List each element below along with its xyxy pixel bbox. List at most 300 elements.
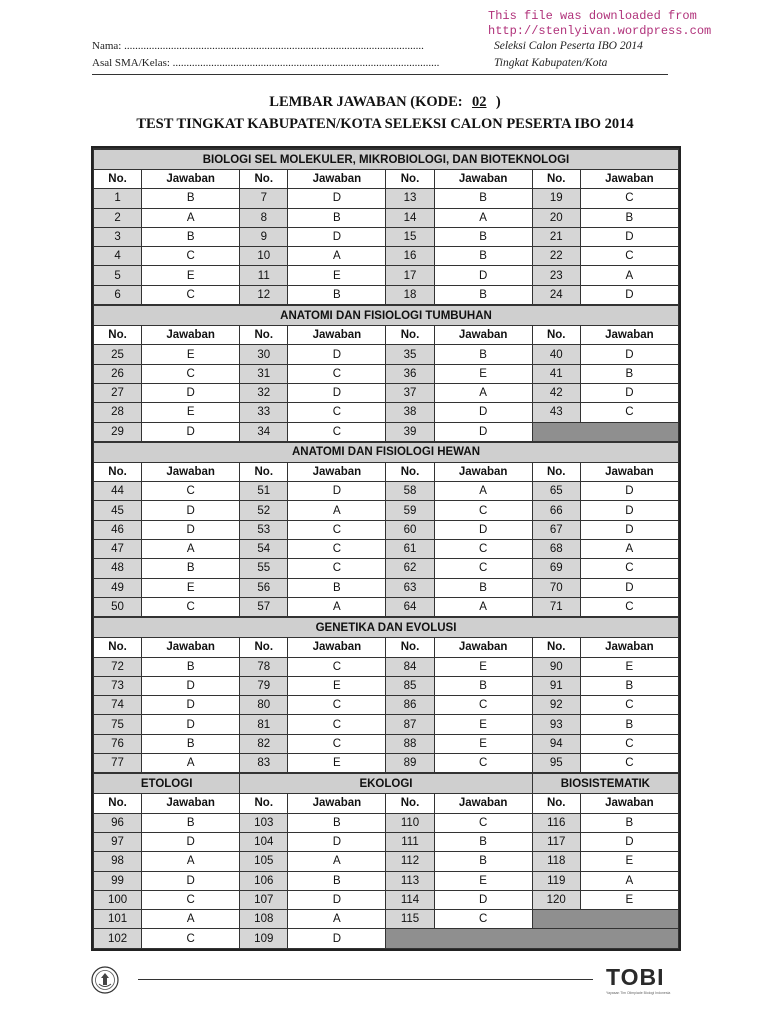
answer-value: B <box>142 227 240 246</box>
answer-value: B <box>142 734 240 753</box>
answer-value: C <box>580 403 678 422</box>
answer-value: B <box>288 285 386 305</box>
question-number: 42 <box>532 383 580 402</box>
exam-level: Tingkat Kabupaten/Kota <box>494 57 608 69</box>
section-header-row <box>94 305 679 326</box>
question-number: 30 <box>240 345 288 364</box>
answer-value: B <box>434 345 532 364</box>
answer-value: A <box>142 910 240 929</box>
question-number: 52 <box>240 501 288 520</box>
answer-value: D <box>434 403 532 422</box>
answer-row <box>94 345 679 364</box>
answer-value: D <box>142 520 240 539</box>
answer-value: B <box>288 871 386 890</box>
answer-value: E <box>580 657 678 676</box>
answer-value: D <box>580 383 678 402</box>
section-title: BIOLOGI SEL MOLEKULER, MIKROBIOLOGI, DAN BIOTEKNOLOGI <box>94 149 679 170</box>
answer-value: A <box>580 871 678 890</box>
column-header-jawaban: Jawaban <box>288 794 386 813</box>
answer-row <box>94 813 679 832</box>
answer-row <box>94 227 679 246</box>
question-number: 101 <box>94 910 142 929</box>
section-header-row <box>94 617 679 638</box>
question-number: 69 <box>532 559 580 578</box>
answer-value: B <box>142 559 240 578</box>
question-number: 118 <box>532 852 580 871</box>
answer-value: E <box>580 890 678 909</box>
answer-value: D <box>580 832 678 851</box>
question-number: 23 <box>532 266 580 285</box>
column-header-no: No. <box>532 638 580 657</box>
answer-row <box>94 403 679 422</box>
column-header-jawaban: Jawaban <box>434 794 532 813</box>
footer-divider <box>138 979 593 980</box>
column-header-no: No. <box>532 462 580 481</box>
column-header-jawaban: Jawaban <box>288 326 386 345</box>
question-number: 45 <box>94 501 142 520</box>
question-number: 113 <box>386 871 434 890</box>
answer-row <box>94 696 679 715</box>
answer-value: C <box>288 540 386 559</box>
answer-row <box>94 520 679 539</box>
question-number: 51 <box>240 482 288 501</box>
answer-value: B <box>288 813 386 832</box>
answer-value: C <box>142 364 240 383</box>
answer-value: D <box>288 890 386 909</box>
question-number: 40 <box>532 345 580 364</box>
answer-value: C <box>580 247 678 266</box>
answer-value: E <box>288 266 386 285</box>
answer-value: D <box>142 871 240 890</box>
column-header-jawaban: Jawaban <box>288 638 386 657</box>
question-number: 116 <box>532 813 580 832</box>
section-title: ANATOMI DAN FISIOLOGI TUMBUHAN <box>94 305 679 326</box>
answer-value: D <box>288 383 386 402</box>
question-number: 72 <box>94 657 142 676</box>
answer-value: A <box>434 482 532 501</box>
answer-value: D <box>142 501 240 520</box>
question-number: 18 <box>386 285 434 305</box>
question-number: 60 <box>386 520 434 539</box>
answer-row <box>94 422 679 442</box>
question-number: 80 <box>240 696 288 715</box>
column-header-no: No. <box>386 462 434 481</box>
answer-value: A <box>142 208 240 227</box>
section-title: GENETIKA DAN EVOLUSI <box>94 617 679 638</box>
answer-value: C <box>288 364 386 383</box>
question-number: 65 <box>532 482 580 501</box>
kode-value: 02 <box>472 94 487 110</box>
answer-value: B <box>142 813 240 832</box>
question-number: 94 <box>532 734 580 753</box>
answer-value: D <box>580 578 678 597</box>
answer-row <box>94 501 679 520</box>
column-header-no: No. <box>532 170 580 189</box>
question-number: 6 <box>94 285 142 305</box>
section-title: ETOLOGI <box>94 773 240 794</box>
question-number: 106 <box>240 871 288 890</box>
question-number: 20 <box>532 208 580 227</box>
column-header-no: No. <box>94 326 142 345</box>
question-number: 34 <box>240 422 288 442</box>
answer-value: C <box>288 715 386 734</box>
answer-value: A <box>142 754 240 774</box>
answer-value: D <box>580 285 678 305</box>
question-number: 25 <box>94 345 142 364</box>
question-number: 2 <box>94 208 142 227</box>
question-number: 71 <box>532 597 580 617</box>
answer-value: C <box>288 559 386 578</box>
answer-value: D <box>288 227 386 246</box>
answer-value: D <box>288 832 386 851</box>
answer-value: B <box>434 676 532 695</box>
question-number: 3 <box>94 227 142 246</box>
question-number: 75 <box>94 715 142 734</box>
answer-value: A <box>434 383 532 402</box>
question-number: 64 <box>386 597 434 617</box>
column-header-row <box>94 794 679 813</box>
question-number: 59 <box>386 501 434 520</box>
question-number: 95 <box>532 754 580 774</box>
answer-value: E <box>142 403 240 422</box>
answer-row <box>94 832 679 851</box>
question-number: 100 <box>94 890 142 909</box>
column-header-jawaban: Jawaban <box>580 462 678 481</box>
section-title: EKOLOGI <box>240 773 532 794</box>
answer-value: D <box>434 890 532 909</box>
column-header-no: No. <box>240 462 288 481</box>
column-header-no: No. <box>532 326 580 345</box>
question-number: 119 <box>532 871 580 890</box>
answer-value: C <box>142 247 240 266</box>
exam-info <box>494 38 643 72</box>
title-prefix: LEMBAR JAWABAN (KODE: <box>269 94 467 110</box>
section-header-row <box>94 773 679 794</box>
answer-value: B <box>434 247 532 266</box>
question-number: 53 <box>240 520 288 539</box>
answer-value: A <box>580 266 678 285</box>
question-number: 37 <box>386 383 434 402</box>
page-subtitle: TEST TINGKAT KABUPATEN/KOTA SELEKSI CALON PESERTA IBO 2014 <box>136 116 634 132</box>
column-header-jawaban: Jawaban <box>434 326 532 345</box>
answer-value: B <box>580 813 678 832</box>
answer-row <box>94 910 679 929</box>
question-number: 1 <box>94 189 142 208</box>
answer-row <box>94 247 679 266</box>
answer-value: B <box>580 676 678 695</box>
question-number: 66 <box>532 501 580 520</box>
answer-table <box>93 148 679 949</box>
question-number: 99 <box>94 871 142 890</box>
answer-value: B <box>580 715 678 734</box>
answer-value: B <box>142 657 240 676</box>
answer-value: C <box>142 929 240 948</box>
answer-value: D <box>434 520 532 539</box>
answer-value: D <box>288 929 386 948</box>
column-header-jawaban: Jawaban <box>142 326 240 345</box>
question-number: 68 <box>532 540 580 559</box>
question-number: 31 <box>240 364 288 383</box>
answer-row <box>94 871 679 890</box>
question-number: 79 <box>240 676 288 695</box>
answer-value: C <box>434 813 532 832</box>
answer-value: D <box>288 189 386 208</box>
question-number: 120 <box>532 890 580 909</box>
answer-value: B <box>434 578 532 597</box>
question-number: 81 <box>240 715 288 734</box>
answer-value: C <box>580 734 678 753</box>
answer-value: D <box>434 266 532 285</box>
question-number: 9 <box>240 227 288 246</box>
answer-value: E <box>142 578 240 597</box>
tobi-logo <box>606 964 670 995</box>
question-number: 104 <box>240 832 288 851</box>
answer-value: B <box>580 208 678 227</box>
question-number: 90 <box>532 657 580 676</box>
question-number: 5 <box>94 266 142 285</box>
question-number: 44 <box>94 482 142 501</box>
answer-value: D <box>434 422 532 442</box>
answer-value: A <box>434 208 532 227</box>
question-number: 49 <box>94 578 142 597</box>
column-header-no: No. <box>386 326 434 345</box>
question-number: 16 <box>386 247 434 266</box>
answer-value: B <box>288 578 386 597</box>
question-number: 50 <box>94 597 142 617</box>
question-number: 13 <box>386 189 434 208</box>
answer-value: C <box>288 403 386 422</box>
answer-value: D <box>580 482 678 501</box>
column-header-no: No. <box>94 638 142 657</box>
question-number: 56 <box>240 578 288 597</box>
answer-value: D <box>580 227 678 246</box>
question-number: 105 <box>240 852 288 871</box>
question-number: 111 <box>386 832 434 851</box>
column-header-jawaban: Jawaban <box>580 326 678 345</box>
answer-value: A <box>288 597 386 617</box>
question-number: 96 <box>94 813 142 832</box>
answer-value: C <box>142 482 240 501</box>
column-header-no: No. <box>94 170 142 189</box>
answer-value: D <box>580 345 678 364</box>
question-number: 46 <box>94 520 142 539</box>
answer-value: E <box>580 852 678 871</box>
column-header-no: No. <box>94 462 142 481</box>
question-number: 115 <box>386 910 434 929</box>
answer-row <box>94 657 679 676</box>
answer-row <box>94 189 679 208</box>
question-number: 11 <box>240 266 288 285</box>
answer-value: A <box>142 540 240 559</box>
question-number: 12 <box>240 285 288 305</box>
header-divider <box>92 74 668 75</box>
question-number: 36 <box>386 364 434 383</box>
answer-value: C <box>434 501 532 520</box>
answer-value: D <box>580 501 678 520</box>
question-number: 89 <box>386 754 434 774</box>
question-number: 85 <box>386 676 434 695</box>
question-number: 97 <box>94 832 142 851</box>
answer-row <box>94 364 679 383</box>
answer-row <box>94 540 679 559</box>
question-number: 29 <box>94 422 142 442</box>
answer-value: E <box>434 871 532 890</box>
answer-row <box>94 208 679 227</box>
question-number: 84 <box>386 657 434 676</box>
answer-row <box>94 266 679 285</box>
answer-row <box>94 852 679 871</box>
question-number: 28 <box>94 403 142 422</box>
column-header-row <box>94 462 679 481</box>
question-number: 17 <box>386 266 434 285</box>
column-header-jawaban: Jawaban <box>434 170 532 189</box>
column-header-jawaban: Jawaban <box>142 462 240 481</box>
asal-sma-kelas-field: Asal SMA/Kelas: ................................................................................................. <box>92 57 440 69</box>
download-watermark <box>488 9 748 39</box>
question-number: 27 <box>94 383 142 402</box>
answer-row <box>94 597 679 617</box>
answer-value: C <box>434 754 532 774</box>
answer-row <box>94 754 679 774</box>
question-number: 102 <box>94 929 142 948</box>
answer-value: C <box>580 754 678 774</box>
question-number: 38 <box>386 403 434 422</box>
answer-value: B <box>434 285 532 305</box>
answer-value: E <box>434 715 532 734</box>
question-number: 32 <box>240 383 288 402</box>
question-number: 15 <box>386 227 434 246</box>
column-header-jawaban: Jawaban <box>142 638 240 657</box>
answer-value: E <box>142 266 240 285</box>
question-number: 39 <box>386 422 434 442</box>
answer-value: D <box>142 422 240 442</box>
section-header-row <box>94 149 679 170</box>
column-header-no: No. <box>240 794 288 813</box>
question-number: 83 <box>240 754 288 774</box>
answer-value: E <box>288 754 386 774</box>
question-number: 108 <box>240 910 288 929</box>
answer-row <box>94 578 679 597</box>
answer-value: D <box>142 696 240 715</box>
section-title: BIOSISTEMATIK <box>532 773 678 794</box>
answer-value: D <box>288 482 386 501</box>
question-number: 14 <box>386 208 434 227</box>
answer-row <box>94 734 679 753</box>
answer-value: C <box>288 520 386 539</box>
column-header-no: No. <box>532 794 580 813</box>
answer-value: B <box>142 189 240 208</box>
title-suffix: ) <box>492 94 501 110</box>
question-number: 63 <box>386 578 434 597</box>
question-number: 110 <box>386 813 434 832</box>
answer-value: C <box>434 540 532 559</box>
exam-name: Seleksi Calon Peserta IBO 2014 <box>494 40 643 52</box>
answer-value: A <box>142 852 240 871</box>
answer-value: B <box>434 227 532 246</box>
answer-value: D <box>142 832 240 851</box>
column-header-no: No. <box>386 638 434 657</box>
question-number: 92 <box>532 696 580 715</box>
question-number: 117 <box>532 832 580 851</box>
column-header-jawaban: Jawaban <box>434 638 532 657</box>
answer-value: B <box>288 208 386 227</box>
answer-value: C <box>580 559 678 578</box>
question-number: 26 <box>94 364 142 383</box>
answer-value: C <box>434 910 532 929</box>
question-number: 41 <box>532 364 580 383</box>
question-number: 7 <box>240 189 288 208</box>
answer-value: C <box>434 559 532 578</box>
answer-sheet <box>91 146 681 951</box>
answer-row <box>94 285 679 305</box>
question-number: 109 <box>240 929 288 948</box>
institution-seal-logo <box>90 965 120 995</box>
question-number: 76 <box>94 734 142 753</box>
answer-row <box>94 676 679 695</box>
question-number: 33 <box>240 403 288 422</box>
answer-value: D <box>580 520 678 539</box>
answer-value: B <box>434 832 532 851</box>
answer-value: C <box>288 696 386 715</box>
answer-value: C <box>142 890 240 909</box>
answer-value: E <box>434 364 532 383</box>
question-number: 77 <box>94 754 142 774</box>
answer-value: A <box>580 540 678 559</box>
section-header-row <box>94 442 679 463</box>
answer-row <box>94 559 679 578</box>
question-number: 112 <box>386 852 434 871</box>
answer-row <box>94 482 679 501</box>
answer-value: C <box>434 696 532 715</box>
answer-value: E <box>434 657 532 676</box>
question-number: 24 <box>532 285 580 305</box>
answer-value: D <box>142 383 240 402</box>
answer-value: B <box>580 364 678 383</box>
column-header-jawaban: Jawaban <box>142 794 240 813</box>
column-header-row <box>94 326 679 345</box>
column-header-jawaban: Jawaban <box>580 170 678 189</box>
answer-row <box>94 383 679 402</box>
column-header-no: No. <box>386 794 434 813</box>
answer-value: A <box>288 501 386 520</box>
question-number: 8 <box>240 208 288 227</box>
page-title <box>60 94 710 111</box>
column-header-no: No. <box>240 638 288 657</box>
answer-value: A <box>288 247 386 266</box>
column-header-jawaban: Jawaban <box>580 638 678 657</box>
question-number: 35 <box>386 345 434 364</box>
question-number: 57 <box>240 597 288 617</box>
question-number: 21 <box>532 227 580 246</box>
column-header-jawaban: Jawaban <box>288 462 386 481</box>
question-number: 87 <box>386 715 434 734</box>
answer-value: C <box>288 734 386 753</box>
question-number: 48 <box>94 559 142 578</box>
answer-value: E <box>142 345 240 364</box>
column-header-no: No. <box>240 326 288 345</box>
blank-cell <box>386 929 679 948</box>
column-header-no: No. <box>386 170 434 189</box>
question-number: 10 <box>240 247 288 266</box>
question-number: 107 <box>240 890 288 909</box>
question-number: 74 <box>94 696 142 715</box>
answer-row <box>94 715 679 734</box>
column-header-jawaban: Jawaban <box>288 170 386 189</box>
question-number: 43 <box>532 403 580 422</box>
question-number: 58 <box>386 482 434 501</box>
question-number: 61 <box>386 540 434 559</box>
question-number: 19 <box>532 189 580 208</box>
